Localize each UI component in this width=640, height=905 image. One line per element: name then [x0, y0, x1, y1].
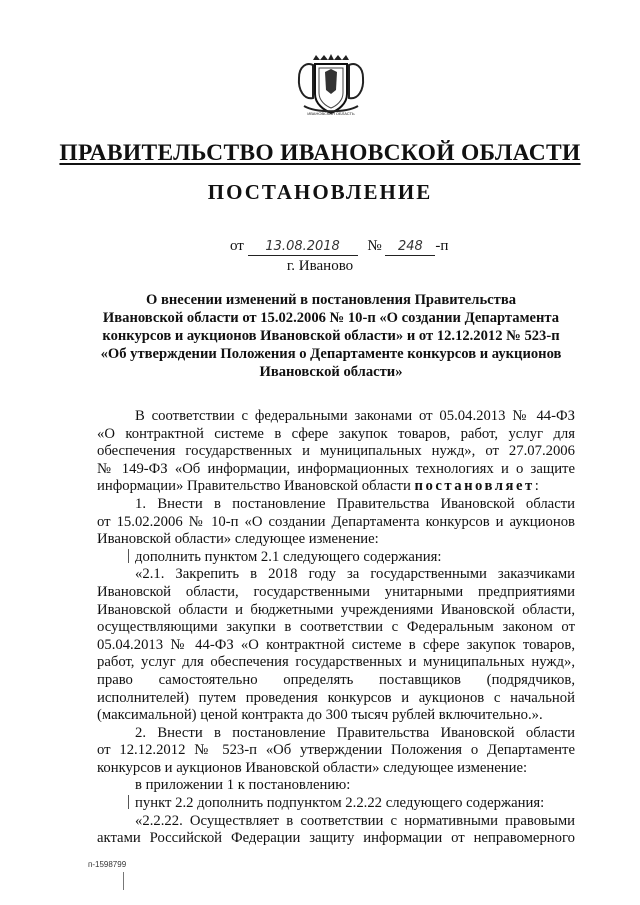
- title-line: Ивановской области от 15.02.2006 № 10-п «О создании Департамента: [102, 310, 560, 326]
- government-name: ПРАВИТЕЛЬСТВО ИВАНОВСКОЙ ОБЛАСТИ: [59, 140, 581, 166]
- title-line: «Об утверждении Положения о Департаменте конкурсов и аукционов: [100, 346, 562, 362]
- title-line: О внесении изменений в постановления Правительства: [145, 292, 517, 308]
- body-line: в приложении 1 к постановлению:: [135, 777, 351, 794]
- margin-mark: [128, 549, 129, 563]
- body-line: «2.2.22. Осуществляет в соответствии с нормативными правовыми: [135, 812, 575, 829]
- body-line: осуществляющими закупки в соответствии с Федеральным законом от: [97, 619, 575, 636]
- body-line: (максимальной) ценой контракта до 300 тысяч рублей включительно.».: [97, 707, 543, 724]
- body-line: от 12.12.2012 № 523-п «Об утверждении Положения о Департаменте: [97, 742, 575, 759]
- document-title: [90, 291, 572, 381]
- margin-mark: [128, 795, 129, 809]
- body-line: конкурсов и аукционов Ивановской области» следующее изменение:: [97, 759, 528, 776]
- body-line: Ивановской области, государственными унитарными предприятиями: [97, 583, 575, 600]
- body-line: Ивановской области и бюджетными учреждениями Ивановской области,: [97, 601, 575, 618]
- title-line: конкурсов и аукционов Ивановской области» и от 12.12.2012 № 523-п: [102, 328, 560, 344]
- number-label: №: [367, 238, 382, 254]
- body-line: право самостоятельно определять поставщиков (подрядчиков,: [97, 671, 575, 688]
- document-type: ПОСТАНОВЛЕНИЕ: [207, 180, 433, 204]
- body-line: В соответствии с федеральными законами от 05.04.2013 № 44-ФЗ: [135, 408, 575, 424]
- body-line: исполнителей) путем проведения конкурсов и аукционов с начальной: [97, 689, 575, 706]
- decree-word: постановляет: [414, 478, 535, 495]
- body-line: 2. Внести в постановление Правительства Ивановской области: [135, 724, 575, 741]
- document-number: 248: [385, 239, 435, 256]
- coat-of-arms-icon: [296, 52, 366, 118]
- city: г. Иваново: [286, 258, 354, 274]
- body-line: от 15.02.2006 № 10-п «О создании Департамента конкурсов и аукционов: [97, 513, 575, 530]
- margin-tick: [123, 872, 124, 890]
- body-line: работ, услуг для обеспечения государственных и муниципальных нужд»,: [97, 654, 575, 671]
- body-line: 1. Внести в постановление Правительства Ивановской области: [135, 495, 575, 512]
- body-line: 05.04.2013 № 44-ФЗ «О контрактной системе в сфере закупок товаров,: [97, 636, 575, 653]
- emblem-text: ИВАНОВСКАЯ ОБЛАСТЬ: [307, 111, 355, 116]
- document-date: 13.08.2018: [248, 239, 358, 256]
- document-code: п-1598799: [88, 860, 127, 869]
- body-line: «2.1. Закрепить в 2018 году за государственными заказчиками: [135, 566, 575, 583]
- title-line: Ивановской области»: [259, 364, 403, 380]
- number-suffix: -п: [435, 238, 449, 254]
- body-line: пункт 2.2 дополнить подпунктом 2.2.22 следующего содержания:: [97, 795, 575, 813]
- body-line: № 149-ФЗ «Об информации, информационных технологиях и о защите: [97, 460, 575, 477]
- body-line: дополнить пунктом 2.1 следующего содержания:: [97, 549, 575, 567]
- body-line: «О контрактной системе в сфере закупок товаров, работ, услуг для: [97, 425, 575, 442]
- body-line: Ивановской области» следующее изменение:: [97, 531, 379, 548]
- from-label: от: [230, 238, 244, 254]
- body-line: актами Российской Федерации защиту информации от неправомерного: [97, 830, 575, 847]
- body-line: информации» Правительство Ивановской области постановляет:: [97, 478, 539, 495]
- date-number-line: [230, 238, 448, 256]
- document-body: [97, 408, 575, 848]
- body-line: обеспечения государственных и муниципальных нужд», от 27.07.2006: [97, 443, 575, 460]
